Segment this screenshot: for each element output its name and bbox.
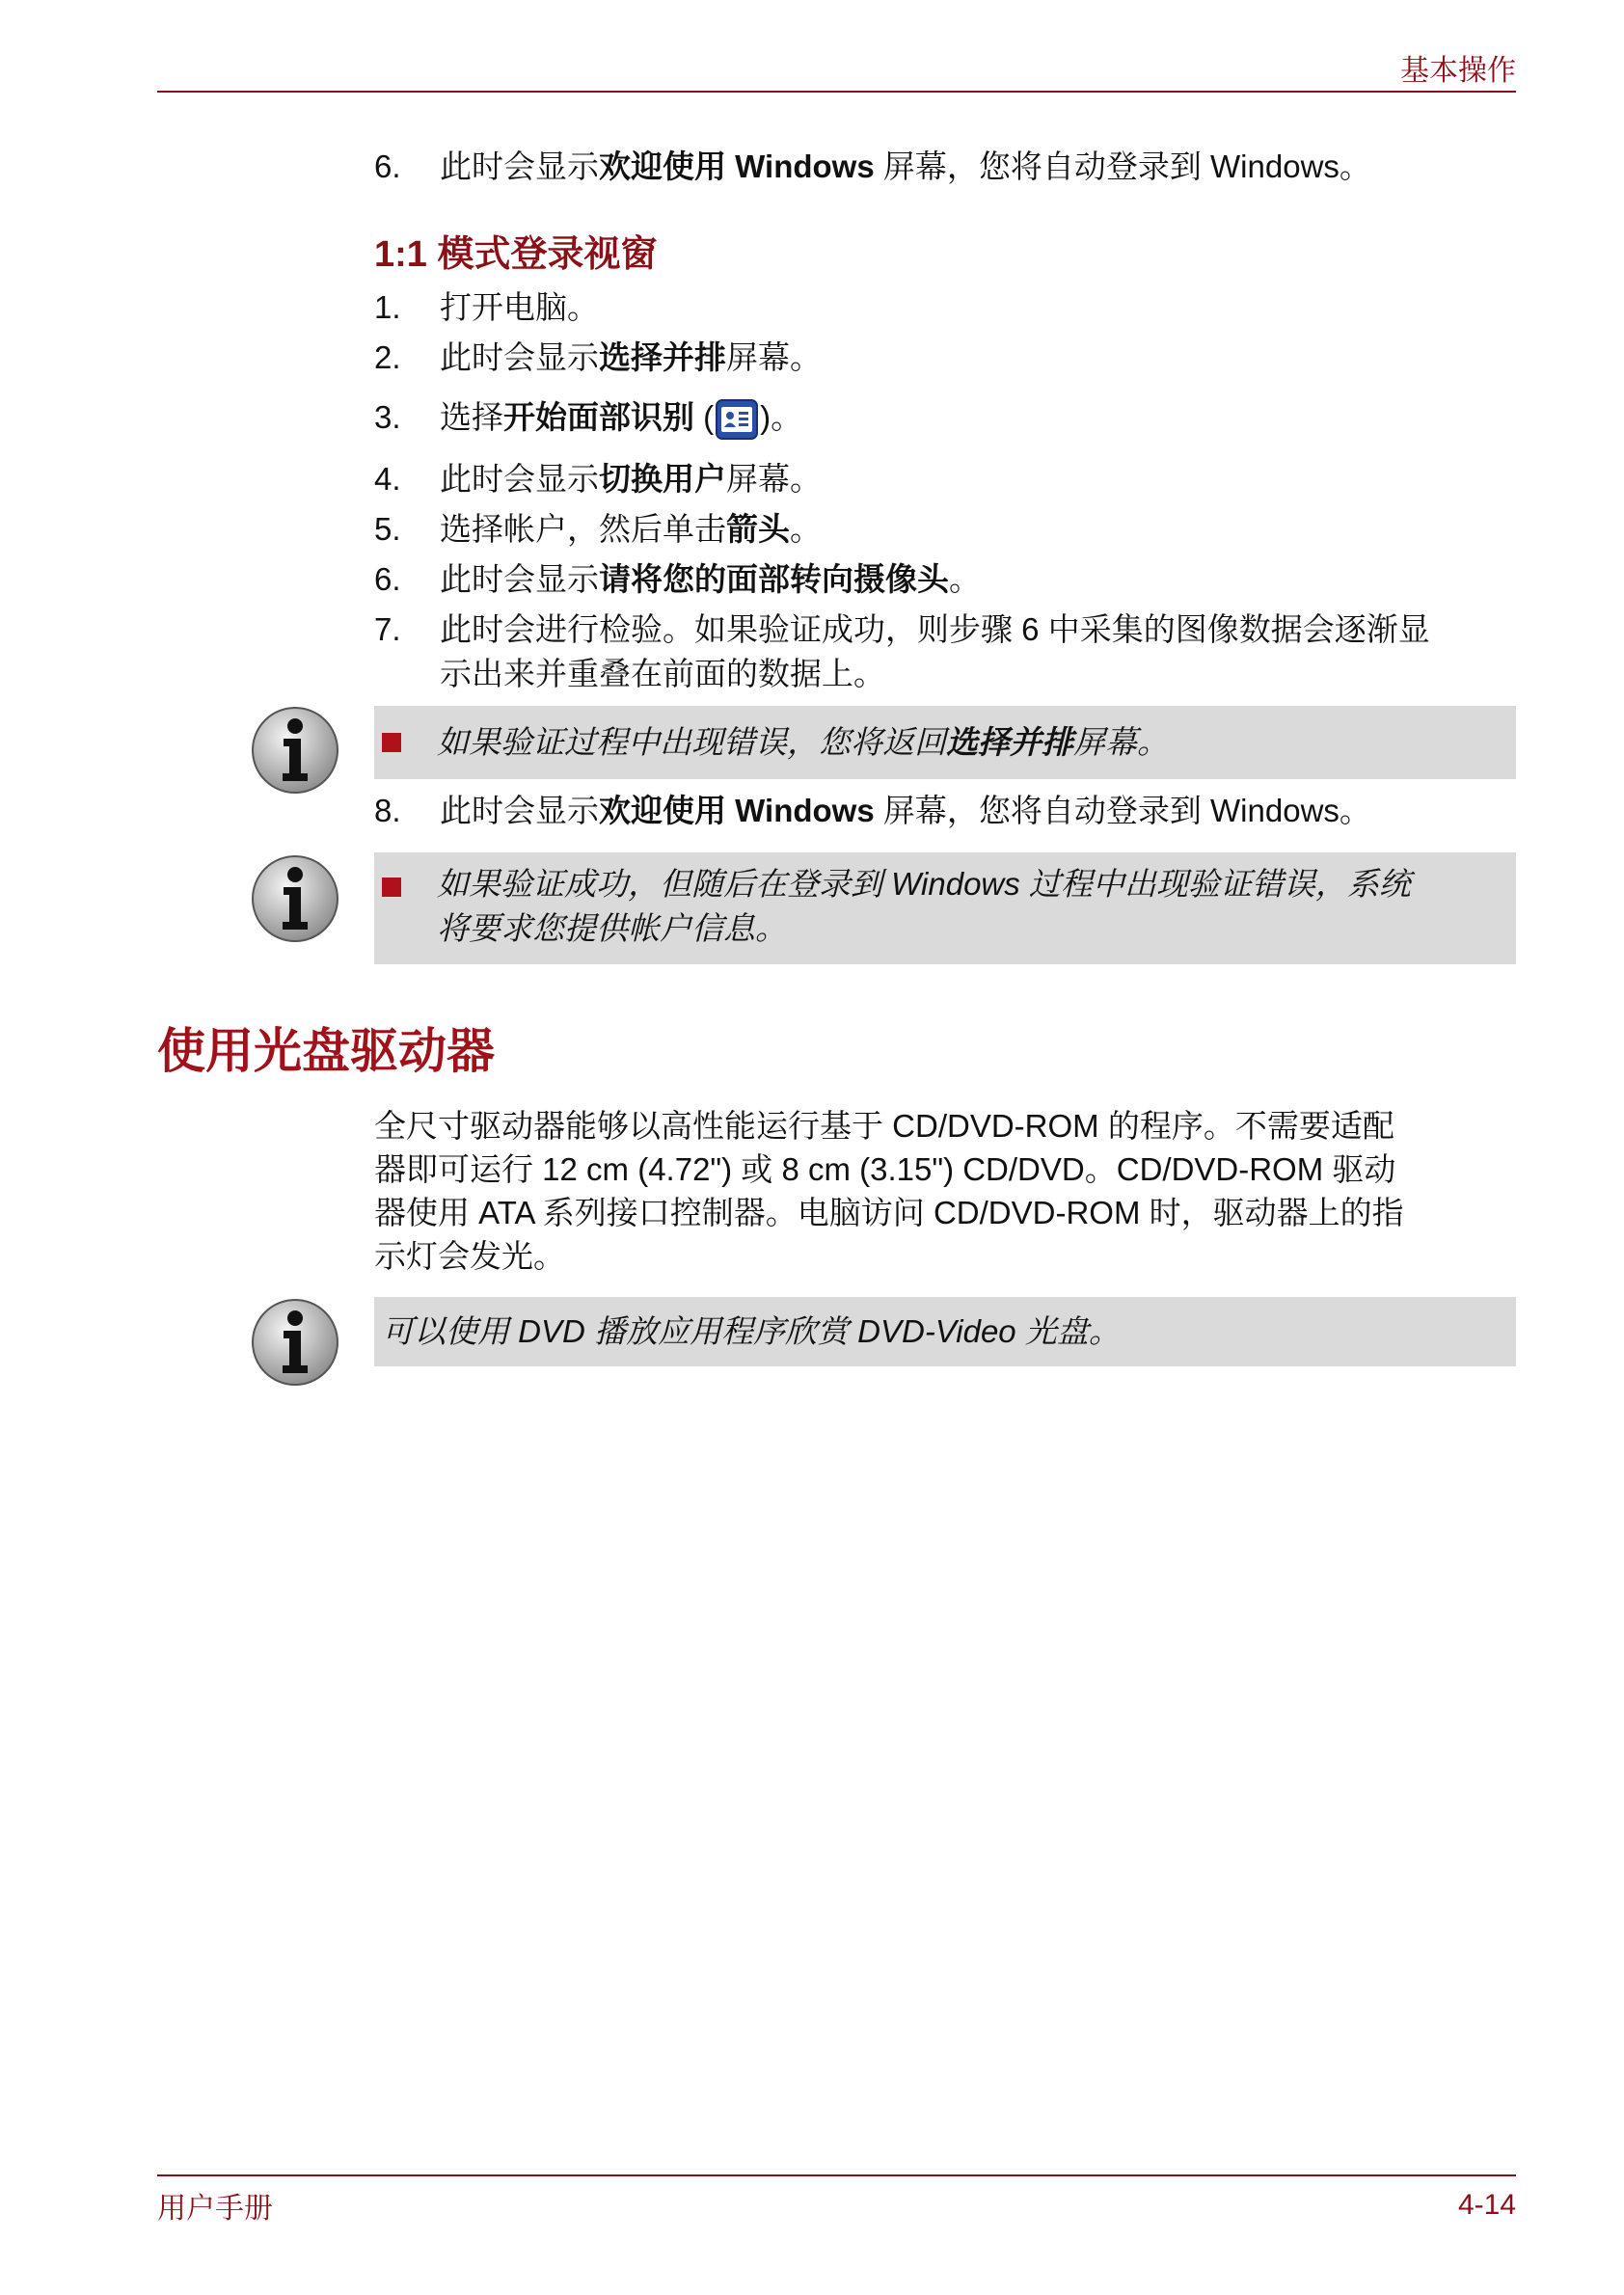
step-text: 此时会显示: [440, 461, 599, 497]
paragraph-line1: 全尺寸驱动器能够以高性能运行基于 CD/DVD-ROM 的程序。不需要适配: [374, 1108, 1394, 1144]
step-number: 8.: [374, 793, 401, 828]
step-bold-text: 切换用户: [599, 461, 726, 497]
step-bold-text: 开始面部识别: [503, 399, 694, 435]
page-number: 4-14: [1457, 2189, 1516, 2221]
step-text: 选择: [440, 399, 503, 435]
step-text: 选择帐户，然后单击: [440, 511, 726, 547]
step-number: 6.: [374, 148, 401, 184]
step-text-paren: (: [694, 399, 715, 435]
step-text: 此时会显示: [440, 339, 599, 375]
step-number: 7.: [374, 611, 401, 647]
note-2-text: [437, 862, 1411, 951]
info-icon: [249, 704, 341, 796]
step-6: [374, 557, 1516, 602]
note-box-2: [374, 852, 1516, 964]
step-number: 5.: [374, 511, 401, 547]
step-text: 此时会显示: [440, 561, 599, 597]
note-bullet: [382, 878, 401, 897]
body-paragraph: [374, 1104, 1516, 1278]
step-text: 此时会显示: [440, 148, 599, 184]
step-text: 此时会显示: [440, 793, 599, 828]
step-text-end: 屏幕。: [726, 461, 822, 497]
footer-title: 用户手册: [157, 2192, 273, 2226]
step-7: [374, 608, 1516, 696]
step-2: [374, 336, 1516, 380]
note-1-text: [437, 720, 1169, 765]
step-5: [374, 507, 1516, 552]
section-title: 使用光盘驱动器: [157, 1024, 495, 1078]
paragraph-line4: 示灯会发光。: [374, 1238, 565, 1274]
paragraph-line3: 器使用 ATA 系列接口控制器。电脑访问 CD/DVD-ROM 时，驱动器上的指: [374, 1195, 1404, 1230]
step-text: 打开电脑。: [440, 289, 599, 325]
step-text-line2: 示出来并重叠在前面的数据上。: [440, 656, 885, 691]
note-2-line1: 如果验证成功，但随后在登录到 Windows 过程中出现验证错误，系统: [437, 866, 1411, 902]
step-number: 4.: [374, 461, 401, 497]
step-4: [374, 457, 1516, 501]
note-text: 如果验证过程中出现错误，您将返回: [437, 724, 946, 760]
note-text-end: 屏幕。: [1073, 724, 1169, 760]
step-text-end: 。: [949, 561, 981, 597]
note-2-line2: 将要求您提供帐户信息。: [437, 910, 787, 946]
step-text-end: 屏幕，您将自动登录到 Windows。: [874, 148, 1371, 184]
header-title: 基本操作: [1400, 54, 1516, 88]
step-text-end: 屏幕。: [726, 339, 822, 375]
note-box-3: [374, 1297, 1516, 1366]
step-text-end: 。: [790, 511, 822, 547]
subheading: 1:1 模式登录视窗: [374, 234, 658, 275]
footer-rule: [157, 2174, 1516, 2176]
step-bold-text: 请将您的面部转向摄像头: [599, 561, 949, 597]
step-text-end: )。: [760, 399, 803, 435]
step-bold-text: 欢迎使用 Windows: [599, 793, 875, 828]
note-bullet: [382, 733, 401, 752]
step-8: [374, 789, 1516, 833]
step-number: 2.: [374, 339, 401, 375]
info-icon: [249, 852, 341, 945]
step-number: 6.: [374, 561, 401, 597]
step-number: 1.: [374, 289, 401, 325]
step-text-line1: 此时会进行检验。如果验证成功，则步骤 6 中采集的图像数据会逐渐显: [440, 611, 1430, 647]
note-3-text: 可以使用 DVD 播放应用程序欣赏 DVD-Video 光盘。: [382, 1313, 1121, 1349]
step-3: [374, 395, 1516, 440]
face-recognition-icon: [716, 399, 758, 440]
step-bold-text: 箭头: [726, 511, 790, 547]
step-text-end: 屏幕，您将自动登录到 Windows。: [874, 793, 1371, 828]
header-rule: [157, 91, 1516, 93]
step-bold-text: 选择并排: [599, 339, 726, 375]
step-1: [374, 285, 1516, 330]
step-bold-text: 欢迎使用 Windows: [599, 148, 875, 184]
step-6-top: [374, 145, 1516, 189]
paragraph-line2: 器即可运行 12 cm (4.72") 或 8 cm (3.15") CD/DVD。CD/DVD-ROM 驱动: [374, 1151, 1396, 1187]
note-bold-text: 选择并排: [946, 724, 1073, 760]
note-box-1: [374, 706, 1516, 779]
step-number: 3.: [374, 399, 401, 435]
info-icon: [249, 1296, 341, 1389]
